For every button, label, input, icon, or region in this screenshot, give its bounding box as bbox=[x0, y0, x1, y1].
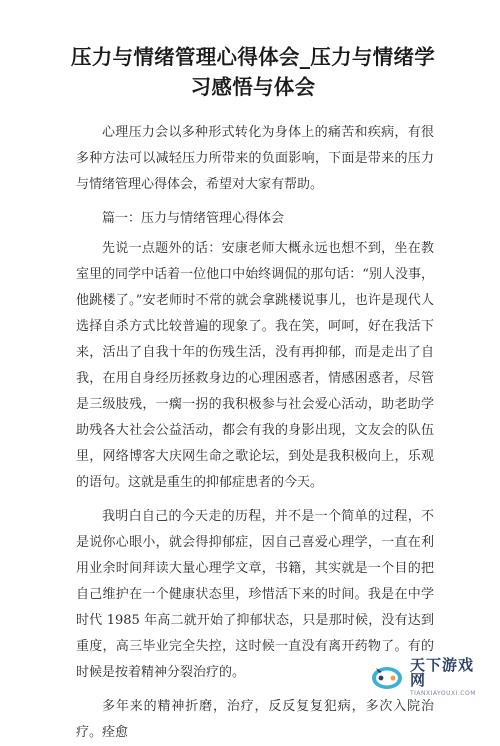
intro-paragraph: 心理压力会以多种形式转化为身体上的痛苦和疾病，有很多种方法可以减轻压力所带来的负面影响，下面是带来的压力与情绪管理心得体会，希望对大家有帮助。 bbox=[76, 125, 434, 192]
document-title: 压力与情绪管理心得体会_压力与情绪学习感悟与体会 bbox=[70, 45, 436, 99]
section-heading: 篇一：压力与情绪管理心得体会 bbox=[102, 211, 285, 226]
watermark-name: 天下游戏网 bbox=[410, 655, 475, 689]
site-watermark bbox=[370, 655, 486, 697]
body-paragraph: 多年来的精神折磨，治疗，反反复复犯病，多次入院治疗。痊愈 bbox=[76, 699, 434, 740]
body-paragraph: 我明白自己的今天走的历程，并不是一个简单的过程，不是说你心眼小，就会得抑郁症，因自己喜爱心理学，一直在利用业余时间拜读大量心理学文章，书籍，其实就是一个目的把自己维护在一个健康状态里，珍惜活下来的时间。我是在中学时代 1985 年高二就开始了抑郁状态，只是那时候，没有达到重度，高三毕业完全失控，这时候一直没有离开药物了。有的时候是按着精神分裂治疗的。 bbox=[76, 509, 434, 680]
body-paragraph: 先说一点题外的话：安康老师大概永远也想不到，坐在教室里的同学中话着一位他口中始终调侃的那句话：“别人没事，他跳楼了。”安老师时不常的就会拿跳楼说事儿，也许是现代人选择自杀方式比较普遍的现象了。我在笑，呵呵，好在我活下来，活出了自我十年的伤残生活，没有再抑郁，而是走出了自我，在用自身经历拯救身边的心理困惑者，情感困惑者，尽管是三级肢残，一瘸一拐的我积极参与社会爱心活动，助老助学助残各大社会公益活动，都会有我的身影出现，文友会的队伍里，网络博客大庆网生命之歌论坛，到处是我积极向上，乐观的语句。这就是重生的抑郁症患者的今天。 bbox=[76, 241, 434, 490]
watermark-subtitle: TIANXIAYOUXI.COM bbox=[410, 689, 476, 697]
gamepad-logo-icon bbox=[370, 662, 404, 692]
